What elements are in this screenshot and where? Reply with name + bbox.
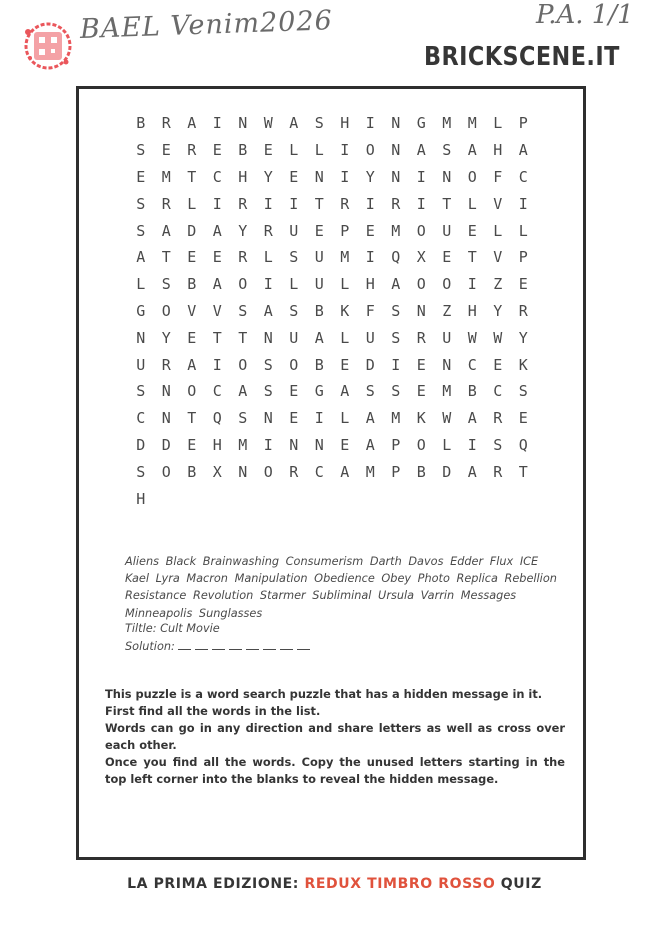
grid-letter: W: [467, 328, 477, 347]
grid-letter: E: [263, 141, 273, 160]
grid-letter: L: [518, 221, 528, 240]
grid-letter: N: [161, 382, 171, 401]
grid-letter: D: [161, 435, 171, 454]
grid-letter: A: [136, 248, 146, 267]
red-stamp-icon: [20, 18, 76, 74]
grid-letter: Z: [493, 275, 503, 294]
grid-letter: I: [467, 435, 477, 454]
grid-letter: N: [314, 435, 324, 454]
grid-letter: E: [467, 221, 477, 240]
grid-letter: N: [238, 462, 248, 481]
grid-letter: K: [416, 409, 426, 428]
grid-letter: U: [365, 328, 375, 347]
grid-letter: E: [161, 141, 171, 160]
grid-letter: B: [187, 275, 197, 294]
grid-letter: L: [314, 141, 324, 160]
grid-letter: R: [340, 194, 350, 213]
grid-letter: G: [314, 382, 324, 401]
grid-letter: I: [416, 194, 426, 213]
grid-letter: L: [467, 194, 477, 213]
grid-letter: R: [263, 221, 273, 240]
grid-letter: Q: [391, 248, 401, 267]
grid-letter: E: [365, 221, 375, 240]
grid-letter: U: [442, 328, 452, 347]
grid-letter: W: [263, 114, 273, 133]
grid-letter: Y: [238, 221, 248, 240]
grid-letter: V: [493, 194, 503, 213]
word-list-item: Minneapolis: [125, 606, 193, 620]
grid-letter: T: [212, 328, 222, 347]
grid-letter: E: [212, 141, 222, 160]
grid-letter: S: [289, 248, 299, 267]
solution-blank: [246, 641, 259, 650]
grid-letter: A: [212, 275, 222, 294]
grid-letter: N: [416, 301, 426, 320]
grid-letter: R: [187, 141, 197, 160]
grid-letter: R: [238, 194, 248, 213]
grid-letter: Y: [263, 167, 273, 186]
solution-blank: [280, 641, 293, 650]
grid-letter: U: [314, 275, 324, 294]
grid-letter: T: [467, 248, 477, 267]
grid-letter: S: [136, 141, 146, 160]
grid-letter: A: [314, 328, 324, 347]
grid-letter: I: [340, 141, 350, 160]
grid-letter: U: [289, 328, 299, 347]
grid-letter: S: [493, 435, 503, 454]
word-list-item: Revolution: [192, 589, 254, 603]
grid-letter: S: [263, 355, 273, 374]
grid-letter: X: [212, 462, 222, 481]
grid-letter: M: [442, 114, 452, 133]
grid-letter: M: [340, 248, 350, 267]
grid-letter: A: [467, 462, 477, 481]
grid-letter: T: [314, 194, 324, 213]
grid-letter: I: [416, 167, 426, 186]
grid-letter: E: [416, 382, 426, 401]
instructions: [105, 686, 565, 788]
word-list-item: Edder: [450, 555, 484, 568]
grid-letter: A: [187, 114, 197, 133]
grid-letter: R: [289, 462, 299, 481]
grid-letter: H: [238, 167, 248, 186]
grid-letter: S: [365, 382, 375, 401]
grid-letter: S: [289, 301, 299, 320]
grid-letter: I: [212, 194, 222, 213]
grid-letter: B: [314, 355, 324, 374]
grid-letter: L: [263, 248, 273, 267]
word-list-item: Flux: [489, 555, 514, 568]
grid-letter: Y: [365, 167, 375, 186]
grid-letter: T: [187, 167, 197, 186]
grid-letter: V: [187, 301, 197, 320]
grid-letter: M: [391, 409, 401, 428]
grid-letter: L: [493, 221, 503, 240]
grid-letter: N: [442, 355, 452, 374]
grid-letter: S: [136, 221, 146, 240]
grid-letter: R: [161, 114, 171, 133]
grid-letter: A: [365, 409, 375, 428]
grid-letter: I: [365, 114, 375, 133]
grid-letter: Z: [442, 301, 452, 320]
grid-letter: H: [467, 301, 477, 320]
grid-letter: S: [161, 275, 171, 294]
grid-letter: W: [493, 328, 503, 347]
grid-letter: D: [442, 462, 452, 481]
grid-letter: P: [518, 114, 528, 133]
grid-letter: Q: [518, 435, 528, 454]
grid-letter: A: [340, 462, 350, 481]
instruction-line: First find all the words in the list.: [105, 704, 321, 718]
word-list-item: Photo: [417, 572, 450, 586]
footer-part-edition: LA PRIMA EDIZIONE:: [127, 876, 305, 892]
instruction-line: Once you find all the words. Copy the unused letters starting in the top left corner into the blanks to reveal the hidden message.: [105, 755, 565, 786]
word-list-item: Macron: [186, 572, 228, 586]
grid-letter: V: [493, 248, 503, 267]
grid-letter: E: [340, 435, 350, 454]
grid-letter: E: [289, 382, 299, 401]
word-list-item: Lyra: [155, 572, 180, 586]
grid-letter: L: [289, 275, 299, 294]
word-list-item: Obedience: [314, 572, 375, 586]
grid-letter: M: [238, 435, 248, 454]
word-list-item: Subliminal: [312, 589, 372, 603]
grid-letter: W: [442, 409, 452, 428]
grid-letter: A: [365, 435, 375, 454]
grid-letter: O: [289, 355, 299, 374]
grid-letter: L: [187, 194, 197, 213]
puzzle-title: Tiltle: Cult Movie: [125, 622, 220, 635]
word-list-item: ICE: [519, 555, 539, 568]
grid-letter: M: [442, 382, 452, 401]
instruction-line: Words can go in any direction and share letters as well as cross over each other.: [105, 721, 565, 752]
grid-letter: I: [314, 409, 324, 428]
grid-letter: L: [340, 328, 350, 347]
word-list-item: Starmer: [259, 589, 306, 603]
grid-letter: M: [467, 114, 477, 133]
grid-letter: R: [518, 301, 528, 320]
grid-letter: E: [212, 248, 222, 267]
solution-blank: [178, 641, 191, 650]
grid-letter: B: [187, 462, 197, 481]
grid-letter: S: [136, 194, 146, 213]
grid-letter: O: [161, 462, 171, 481]
word-list-item: Ursula: [378, 589, 415, 603]
grid-letter: E: [340, 355, 350, 374]
grid-letter: I: [365, 248, 375, 267]
grid-letter: S: [518, 382, 528, 401]
grid-letter: B: [136, 114, 146, 133]
solution-blank: [229, 641, 242, 650]
grid-letter: H: [365, 275, 375, 294]
word-list-item: Darth: [369, 555, 402, 568]
grid-letter: C: [314, 462, 324, 481]
grid-letter: P: [391, 462, 401, 481]
grid-letter: S: [314, 114, 324, 133]
grid-letter: I: [391, 355, 401, 374]
word-search-grid: [128, 110, 536, 512]
grid-letter: E: [187, 328, 197, 347]
grid-letter: A: [391, 275, 401, 294]
solution-blank: [212, 641, 225, 650]
solution-blank: [263, 641, 276, 650]
grid-letter: F: [365, 301, 375, 320]
grid-letter: I: [467, 275, 477, 294]
grid-letter: R: [391, 194, 401, 213]
grid-letter: I: [518, 194, 528, 213]
grid-letter: L: [340, 275, 350, 294]
grid-letter: N: [263, 328, 273, 347]
grid-letter: U: [314, 248, 324, 267]
grid-letter: Q: [212, 409, 222, 428]
word-list-item: Brainwashing: [202, 555, 280, 568]
word-list-item: Black: [165, 555, 197, 568]
grid-letter: M: [161, 167, 171, 186]
grid-letter: S: [442, 141, 452, 160]
word-list-item: Sunglasses: [198, 606, 263, 620]
grid-letter: Y: [518, 328, 528, 347]
brand-logo: BRICKSCENE.IT: [424, 42, 620, 72]
grid-letter: E: [493, 355, 503, 374]
grid-letter: K: [518, 355, 528, 374]
word-list-item: Kael: [125, 572, 150, 586]
grid-letter: T: [518, 462, 528, 481]
grid-letter: E: [518, 409, 528, 428]
grid-letter: D: [187, 221, 197, 240]
word-list-item: Consumerism: [285, 555, 364, 568]
grid-letter: Y: [493, 301, 503, 320]
word-list-item: Rebellion: [504, 572, 557, 586]
grid-letter: E: [187, 435, 197, 454]
grid-letter: R: [238, 248, 248, 267]
grid-letter: B: [467, 382, 477, 401]
grid-letter: L: [493, 114, 503, 133]
word-list-item: Aliens: [125, 555, 160, 568]
grid-letter: O: [442, 275, 452, 294]
grid-letter: A: [212, 221, 222, 240]
grid-letter: A: [467, 141, 477, 160]
grid-letter: A: [187, 355, 197, 374]
grid-letter: I: [212, 355, 222, 374]
grid-letter: A: [289, 114, 299, 133]
grid-letter: R: [493, 409, 503, 428]
grid-letter: U: [442, 221, 452, 240]
grid-letter: U: [289, 221, 299, 240]
grid-letter: N: [442, 167, 452, 186]
grid-letter: N: [161, 409, 171, 428]
grid-letter: O: [263, 462, 273, 481]
grid-letter: H: [212, 435, 222, 454]
grid-letter: R: [161, 355, 171, 374]
grid-letter: B: [238, 141, 248, 160]
grid-letter: L: [289, 141, 299, 160]
grid-letter: Y: [161, 328, 171, 347]
grid-letter: X: [416, 248, 426, 267]
word-list-item: Messages: [460, 589, 517, 603]
grid-letter: L: [136, 275, 146, 294]
grid-letter: A: [161, 221, 171, 240]
grid-letter: C: [467, 355, 477, 374]
grid-letter: D: [365, 355, 375, 374]
word-list-item: Davos: [408, 555, 444, 568]
instruction-line: This puzzle is a word search puzzle that has a hidden message in it.: [105, 687, 543, 701]
handwritten-page-mark: P.A. 1/1: [536, 0, 634, 30]
grid-letter: S: [391, 328, 401, 347]
grid-letter: C: [136, 409, 146, 428]
grid-letter: A: [263, 301, 273, 320]
grid-letter: I: [263, 435, 273, 454]
grid-letter: S: [238, 409, 248, 428]
grid-letter: E: [518, 275, 528, 294]
footer-part-quiz: QUIZ: [495, 876, 542, 892]
grid-letter: N: [391, 114, 401, 133]
grid-letter: S: [136, 382, 146, 401]
grid-letter: I: [212, 114, 222, 133]
grid-letter: I: [365, 194, 375, 213]
grid-letter: I: [340, 167, 350, 186]
grid-letter: A: [340, 382, 350, 401]
grid-letter: O: [238, 355, 248, 374]
grid-letter: H: [493, 141, 503, 160]
grid-letter: F: [493, 167, 503, 186]
grid-letter: O: [416, 435, 426, 454]
grid-letter: I: [263, 275, 273, 294]
grid-letter: G: [416, 114, 426, 133]
grid-letter: P: [518, 248, 528, 267]
grid-letter: H: [340, 114, 350, 133]
grid-letter: A: [518, 141, 528, 160]
grid-letter: K: [340, 301, 350, 320]
grid-letter: S: [263, 382, 273, 401]
solution-line: [125, 640, 314, 653]
word-list-item: Varrin: [420, 589, 455, 603]
grid-letter: N: [289, 435, 299, 454]
grid-letter: A: [416, 141, 426, 160]
grid-letter: C: [212, 382, 222, 401]
grid-letter: G: [136, 301, 146, 320]
solution-label: Solution:: [125, 640, 175, 653]
footer-caption: [0, 876, 669, 892]
grid-letter: U: [136, 355, 146, 374]
grid-letter: V: [212, 301, 222, 320]
grid-letter: H: [136, 489, 146, 508]
grid-letter: N: [263, 409, 273, 428]
grid-letter: S: [136, 462, 146, 481]
grid-letter: S: [391, 382, 401, 401]
grid-letter: L: [340, 409, 350, 428]
word-list-item: Resistance: [125, 589, 187, 603]
grid-letter: I: [289, 194, 299, 213]
grid-letter: S: [391, 301, 401, 320]
word-list-item: Replica: [456, 572, 498, 586]
grid-letter: R: [161, 194, 171, 213]
grid-letter: I: [263, 194, 273, 213]
grid-letter: N: [391, 141, 401, 160]
word-list: [125, 553, 565, 622]
solution-blanks: [178, 640, 314, 653]
grid-letter: N: [136, 328, 146, 347]
word-list-item: Obey: [381, 572, 412, 586]
grid-letter: E: [289, 409, 299, 428]
solution-blank: [297, 641, 310, 650]
grid-letter: E: [442, 248, 452, 267]
grid-letter: N: [238, 114, 248, 133]
grid-letter: R: [493, 462, 503, 481]
grid-letter: D: [136, 435, 146, 454]
grid-letter: E: [187, 248, 197, 267]
grid-letter: O: [161, 301, 171, 320]
handwritten-signature: BAEL Venim2026: [79, 5, 334, 45]
grid-letter: O: [238, 275, 248, 294]
solution-blank: [195, 641, 208, 650]
grid-letter: M: [391, 221, 401, 240]
grid-letter: B: [314, 301, 324, 320]
word-list-item: Manipulation: [234, 572, 308, 586]
grid-letter: O: [467, 167, 477, 186]
grid-letter: S: [238, 301, 248, 320]
grid-letter: N: [314, 167, 324, 186]
grid-letter: M: [365, 462, 375, 481]
grid-letter: N: [391, 167, 401, 186]
grid-letter: E: [289, 167, 299, 186]
grid-letter: C: [493, 382, 503, 401]
grid-letter: E: [314, 221, 324, 240]
grid-letter: T: [238, 328, 248, 347]
grid-letter: O: [416, 221, 426, 240]
grid-letter: R: [416, 328, 426, 347]
grid-letter: A: [467, 409, 477, 428]
grid-letter: O: [416, 275, 426, 294]
grid-letter: E: [136, 167, 146, 186]
grid-letter: L: [442, 435, 452, 454]
grid-letter: P: [391, 435, 401, 454]
grid-letter: O: [365, 141, 375, 160]
grid-letter: T: [442, 194, 452, 213]
grid-letter: T: [187, 409, 197, 428]
grid-letter: P: [340, 221, 350, 240]
grid-letter: O: [187, 382, 197, 401]
grid-letter: B: [416, 462, 426, 481]
grid-letter: E: [416, 355, 426, 374]
grid-letter: T: [161, 248, 171, 267]
grid-letter: A: [238, 382, 248, 401]
grid-letter: C: [518, 167, 528, 186]
footer-part-redux: REDUX TIMBRO ROSSO: [304, 876, 496, 892]
grid-letter: C: [212, 167, 222, 186]
